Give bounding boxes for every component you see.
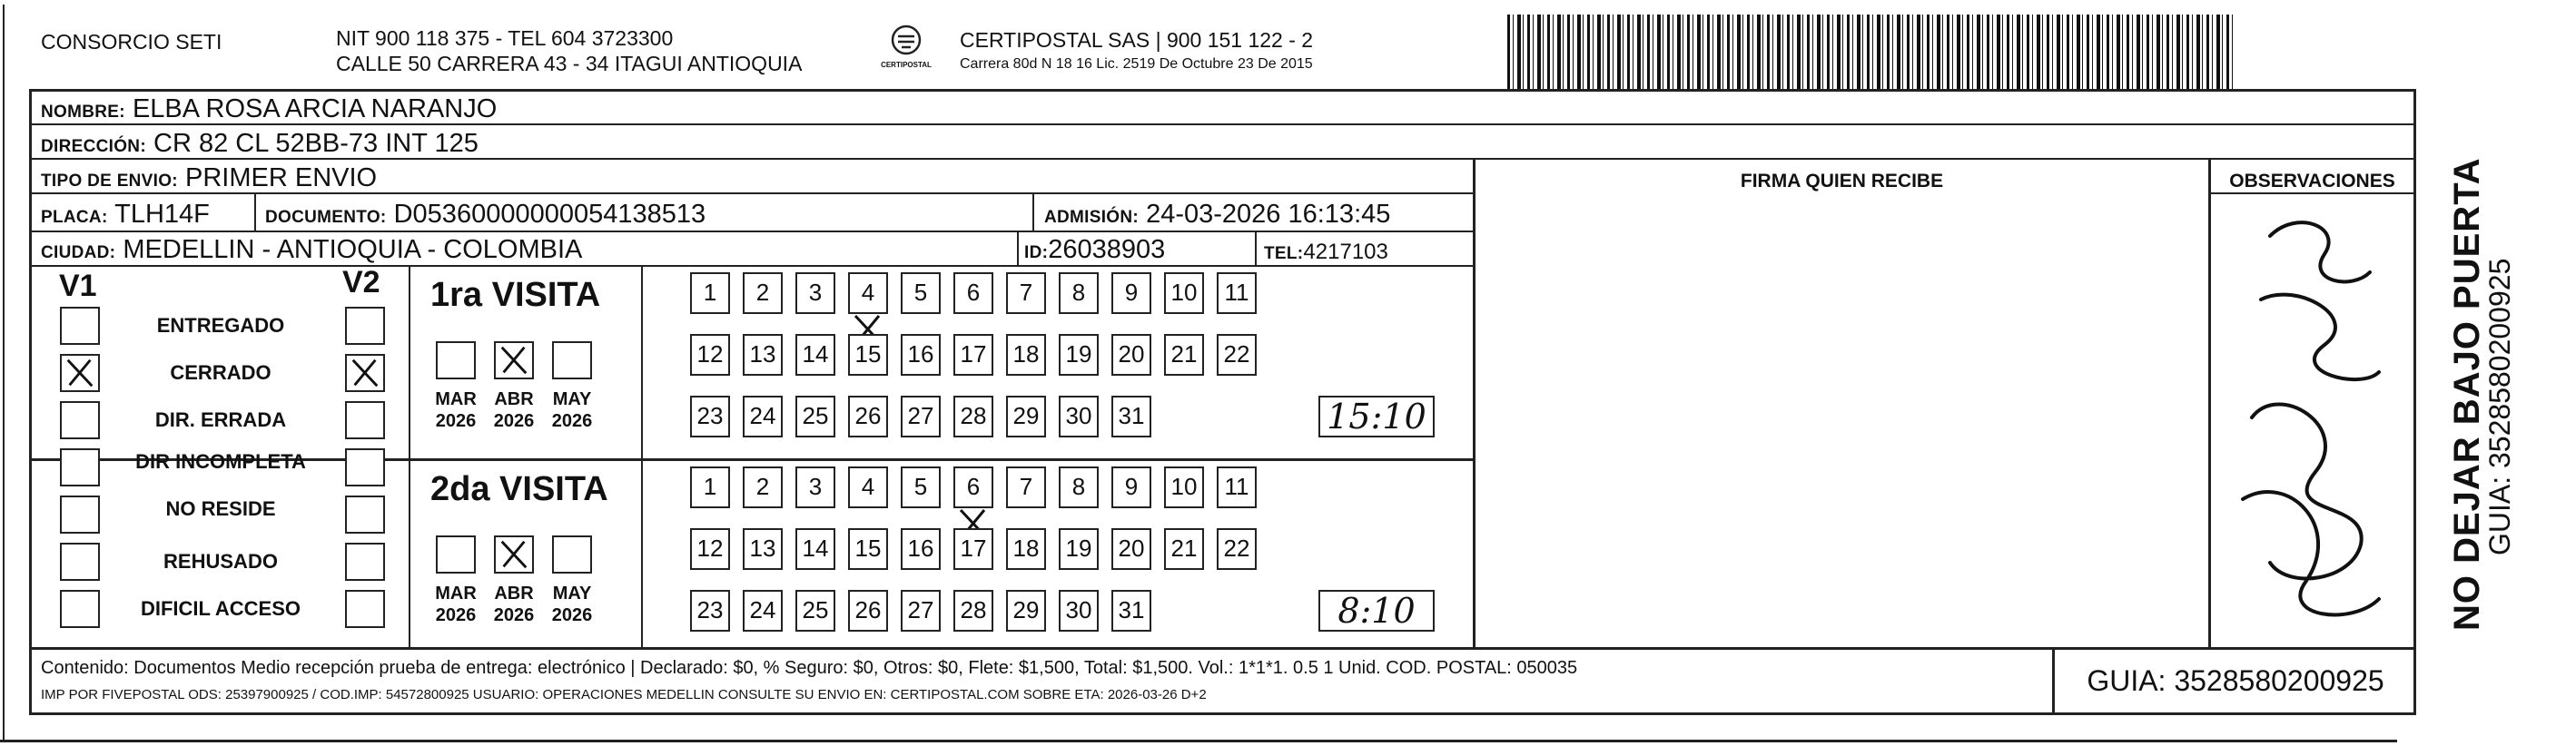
documento-value: D05360000000054138513 — [393, 200, 706, 229]
v2-checkbox[interactable] — [345, 354, 385, 392]
day-box[interactable]: 4 — [848, 466, 888, 508]
barcode — [1507, 15, 2234, 89]
day-box[interactable]: 22 — [1217, 528, 1257, 570]
month-label: MAY 2026 — [551, 584, 593, 625]
month-checkbox[interactable] — [552, 341, 592, 379]
v1-checkbox[interactable] — [60, 401, 100, 439]
day-box[interactable]: 26 — [848, 590, 888, 632]
day-box[interactable]: 11 — [1217, 272, 1257, 314]
month-checkbox[interactable] — [552, 535, 592, 574]
day-box[interactable]: 16 — [901, 334, 941, 376]
day-box[interactable]: 30 — [1059, 590, 1099, 632]
tipo-value: PRIMER ENVIO — [185, 163, 378, 192]
day-box[interactable]: 29 — [1006, 396, 1046, 437]
day-box[interactable]: 1 — [690, 466, 730, 508]
day-box[interactable]: 29 — [1006, 590, 1046, 632]
day-box[interactable]: 24 — [743, 396, 783, 437]
admision-value: 24-03-2026 16:13:45 — [1146, 200, 1391, 229]
day-box[interactable]: 17 — [953, 334, 993, 376]
day-box[interactable]: 10 — [1164, 272, 1204, 314]
day-box[interactable]: 16 — [901, 528, 941, 570]
status-label: DIR. ERRADA — [154, 408, 287, 431]
day-box[interactable]: 11 — [1217, 466, 1257, 508]
month-label: MAR 2026 — [435, 584, 477, 625]
day-box[interactable]: 22 — [1217, 334, 1257, 376]
time-box[interactable]: 8:10 — [1318, 590, 1435, 632]
month-checkbox[interactable] — [436, 341, 476, 379]
day-box[interactable]: 7 — [1006, 272, 1046, 314]
tel-value: 4217103 — [1303, 240, 1388, 264]
month-label: ABR 2026 — [493, 389, 535, 431]
company-name: CONSORCIO SETI — [41, 30, 222, 54]
status-label: DIFICIL ACCESO — [140, 597, 301, 620]
day-box[interactable]: 14 — [795, 334, 835, 376]
v2-checkbox[interactable] — [345, 307, 385, 345]
address-line: CALLE 50 CARRERA 43 - 34 ITAGUI ANTIOQUIA — [336, 52, 803, 75]
day-box[interactable]: 7 — [1006, 466, 1046, 508]
day-box[interactable]: 21 — [1164, 528, 1204, 570]
v2-checkbox[interactable] — [345, 496, 385, 534]
v1-checkbox[interactable] — [60, 496, 100, 534]
observaciones-header: OBSERVACIONES — [2229, 171, 2395, 191]
nombre-value: ELBA ROSA ARCIA NARANJO — [132, 94, 498, 123]
tel-field — [1264, 238, 1388, 269]
day-box[interactable]: 24 — [743, 590, 783, 632]
day-box[interactable]: 3 — [795, 466, 835, 508]
day-box[interactable]: 3 — [795, 272, 835, 314]
month-checkbox[interactable] — [436, 535, 476, 574]
status-label: DIR INCOMPLETA — [135, 450, 306, 473]
day-box[interactable]: 1 — [690, 272, 730, 314]
month-label: MAR 2026 — [435, 389, 477, 431]
placa-label: PLACA: — [41, 208, 108, 227]
day-box[interactable]: 19 — [1059, 528, 1099, 570]
direccion-field — [41, 129, 479, 162]
day-box[interactable]: 18 — [1006, 528, 1046, 570]
day-box[interactable]: 9 — [1111, 466, 1151, 508]
ciudad-field — [41, 235, 582, 268]
nombre-label: NOMBRE: — [41, 103, 125, 122]
id-value: 26038903 — [1048, 235, 1166, 264]
day-box[interactable]: 10 — [1164, 466, 1204, 508]
day-box[interactable]: 15 — [848, 334, 888, 376]
v1-label: V1 — [59, 269, 97, 303]
day-box[interactable]: 23 — [690, 590, 730, 632]
day-box[interactable]: 2 — [743, 466, 783, 508]
admision-field — [1044, 200, 1390, 232]
visit-title: 1ra VISITA — [430, 276, 601, 314]
month-checkbox[interactable] — [494, 535, 534, 574]
v1-checkbox[interactable] — [60, 543, 100, 581]
status-label: NO RESIDE — [165, 497, 276, 520]
day-box[interactable]: 8 — [1059, 466, 1099, 508]
v2-checkbox[interactable] — [345, 543, 385, 581]
v2-checkbox[interactable] — [345, 590, 385, 628]
id-field — [1024, 235, 1165, 268]
id-label: ID: — [1024, 243, 1049, 262]
day-box[interactable]: 27 — [901, 396, 941, 437]
day-box[interactable]: 4 — [848, 272, 888, 314]
license-line: Carrera 80d N 18 16 Lic. 2519 De Octubre 23 De 2015 — [960, 56, 1313, 72]
day-box[interactable]: 30 — [1059, 396, 1099, 437]
day-box[interactable]: 5 — [901, 466, 941, 508]
v2-checkbox[interactable] — [345, 401, 385, 439]
month-label: ABR 2026 — [493, 584, 535, 625]
certipostal-line: CERTIPOSTAL SAS | 900 151 122 - 2 — [960, 28, 1314, 52]
day-box[interactable]: 27 — [901, 590, 941, 632]
day-box[interactable]: 28 — [953, 590, 993, 632]
documento-field — [265, 200, 706, 232]
day-box[interactable]: 13 — [743, 334, 783, 376]
v1-checkbox[interactable] — [60, 307, 100, 345]
day-box[interactable]: 25 — [795, 590, 835, 632]
tel-label: TEL: — [1264, 244, 1304, 263]
day-box[interactable]: 2 — [743, 272, 783, 314]
nombre-field — [41, 94, 497, 127]
day-box[interactable]: 21 — [1164, 334, 1204, 376]
day-box[interactable]: 6 — [953, 466, 993, 508]
day-box[interactable]: 25 — [795, 396, 835, 437]
day-box[interactable]: 8 — [1059, 272, 1099, 314]
documento-label: DOCUMENTO: — [265, 208, 387, 227]
footer-guia: GUIA: 3528580200925 — [2087, 664, 2384, 697]
day-box[interactable]: 23 — [690, 396, 730, 437]
direccion-label: DIRECCIÓN: — [41, 137, 146, 156]
direccion-value: CR 82 CL 52BB-73 INT 125 — [153, 129, 479, 158]
v1-checkbox[interactable] — [60, 354, 100, 392]
status-label: REHUSADO — [163, 550, 278, 573]
v2-checkbox[interactable] — [345, 448, 385, 486]
month-checkbox[interactable] — [494, 341, 534, 379]
footer-line2: IMP POR FIVEPOSTAL ODS: 25397900925 / COD.IMP: 54572800925 USUARIO: OPERACIONES MEDELLIN CONSULTE SU ENVIO EN: CERTIPOSTAL.COM SOBRE ETA: 2026-03-26 D+2 — [41, 687, 1207, 702]
month-label: MAY 2026 — [551, 389, 593, 431]
visit-title: 2da VISITA — [430, 470, 608, 508]
v1-checkbox[interactable] — [60, 590, 100, 628]
side-guia: GUIA: 3528580200925 — [2483, 258, 2516, 555]
v1-checkbox[interactable] — [60, 448, 100, 486]
certipostal-logo — [879, 24, 933, 80]
tipo-label: TIPO DE ENVIO: — [41, 172, 178, 191]
firma-header: FIRMA QUIEN RECIBE — [1740, 171, 1944, 191]
ciudad-label: CIUDAD: — [41, 243, 116, 262]
day-box[interactable]: 13 — [743, 528, 783, 570]
day-box[interactable]: 5 — [901, 272, 941, 314]
logo-label: CERTIPOSTAL — [881, 61, 932, 69]
day-box[interactable]: 14 — [795, 528, 835, 570]
day-box[interactable]: 31 — [1111, 396, 1151, 437]
day-box[interactable]: 19 — [1059, 334, 1099, 376]
status-label: CERRADO — [170, 361, 271, 384]
footer-line1: Contenido: Documentos Medio recepción prueba de entrega: electrónico | Declarado: $0, % Seguro: $0, Otros: $0, Flete: $1,500, Total: $1,500. Vol.: 1*1*1. 0.5 1 Unid. COD. POSTAL: 050035 — [41, 658, 1578, 678]
v2-label: V2 — [342, 265, 380, 299]
placa-field — [41, 200, 210, 232]
day-box[interactable]: 15 — [848, 528, 888, 570]
day-box[interactable]: 28 — [953, 396, 993, 437]
admision-label: ADMISIÓN: — [1044, 208, 1140, 227]
tipo-field — [41, 163, 377, 196]
day-box[interactable]: 20 — [1111, 334, 1151, 376]
day-box[interactable]: 17 — [953, 528, 993, 570]
placa-value: TLH14F — [114, 200, 210, 229]
no-dejar-warning: NO DEJAR BAJO PUERTA — [2447, 157, 2487, 631]
status-label: ENTREGADO — [156, 314, 285, 337]
day-box[interactable]: 6 — [953, 272, 993, 314]
ciudad-value: MEDELLIN - ANTIOQUIA - COLOMBIA — [123, 235, 583, 264]
nit-line: NIT 900 118 375 - TEL 604 3723300 — [336, 26, 674, 50]
day-box[interactable]: 18 — [1006, 334, 1046, 376]
day-box[interactable]: 26 — [848, 396, 888, 437]
time-box[interactable]: 15:10 — [1318, 396, 1435, 437]
day-box[interactable]: 20 — [1111, 528, 1151, 570]
day-box[interactable]: 31 — [1111, 590, 1151, 632]
day-box[interactable]: 9 — [1111, 272, 1151, 314]
signature-scribble — [2216, 200, 2411, 644]
day-box[interactable]: 12 — [690, 334, 730, 376]
day-box[interactable]: 12 — [690, 528, 730, 570]
